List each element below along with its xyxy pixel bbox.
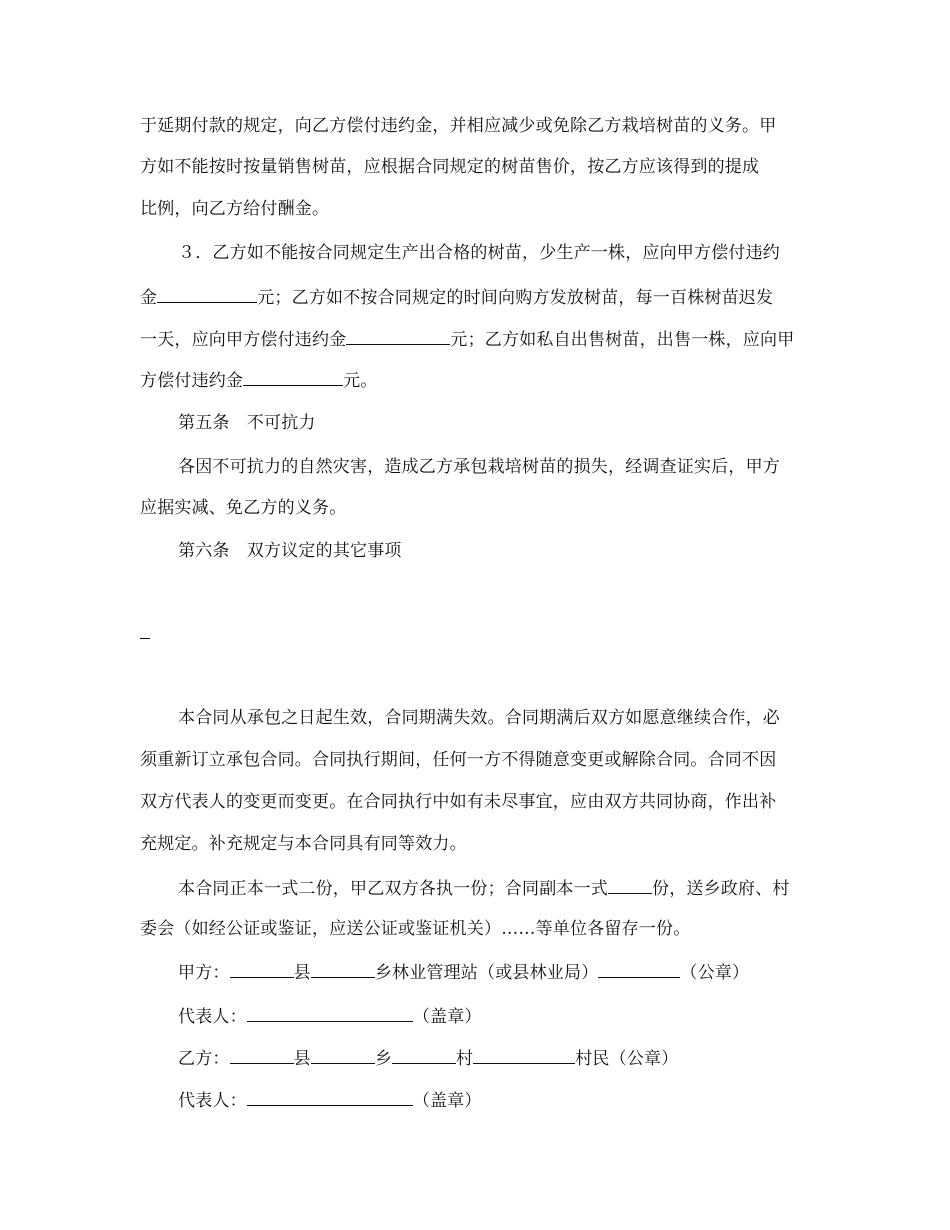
- text-span: 村民（公章）: [575, 1049, 679, 1069]
- party-a-line: [178, 960, 812, 984]
- article-heading: 第五条 不可抗力: [178, 413, 316, 433]
- fill-blank: [311, 1046, 375, 1064]
- text-line: 本合同从承包之日起生效，合同期满失效。合同期满后双方如愿意继续合作，必: [178, 708, 780, 728]
- text-line: 充规定。补充规定与本合同具有同等效力。: [140, 834, 467, 854]
- article-heading: 第六条 双方议定的其它事项: [178, 541, 402, 561]
- text-span: 本合同正本一式二份，甲乙双方各执一份；合同副本一式: [178, 879, 608, 899]
- text-line: 应据实减、免乙方的义务。: [140, 498, 347, 518]
- text-span: 代表人：: [178, 1007, 247, 1027]
- text-line: [140, 327, 812, 351]
- text-span: 方偿付违约金: [140, 371, 244, 391]
- text-span: 甲方：: [178, 963, 230, 983]
- text-line: 须重新订立承包合同。合同执行期间，任何一方不得随意变更或解除合同。合同不因: [140, 750, 777, 770]
- fill-blank: [346, 327, 450, 345]
- text-span: 乡林业管理站（或县林业局）: [374, 963, 599, 983]
- fill-blank: [473, 1046, 575, 1064]
- text-line: [140, 368, 812, 392]
- text-span: 县: [293, 1049, 311, 1069]
- text-span: （公章）: [680, 963, 750, 983]
- text-span: 元；乙方如私自出售树苗，出售一株，应向甲: [450, 330, 795, 350]
- text-span: 金: [140, 288, 158, 308]
- text-span: 元；乙方如不按合同规定的时间向购方发放树苗，每一百株树苗迟发: [257, 288, 774, 308]
- fill-blank: [392, 1046, 456, 1064]
- text-line: 比例，向乙方给付酬金。: [140, 199, 330, 219]
- underline-mark: [140, 638, 150, 639]
- text-span: （盖章）: [412, 1091, 482, 1111]
- fill-blank: [157, 285, 257, 303]
- text-span: 乙方：: [178, 1049, 230, 1069]
- text-span: 村: [456, 1049, 474, 1069]
- text-line: 双方代表人的变更而变更。在合同执行中如有未尽事宜，应由双方共同协商，作出补: [140, 792, 777, 812]
- fill-blank: [598, 960, 680, 978]
- fill-blank: [230, 960, 294, 978]
- text-span: 元。: [343, 371, 378, 391]
- text-line: 委会（如经公证或鉴证，应送公证或鉴证机关）……等单位各留存一份。: [140, 919, 691, 939]
- text-line: [178, 876, 812, 900]
- party-b-line: [178, 1046, 812, 1070]
- text-span: （盖章）: [412, 1007, 482, 1027]
- representative-a-line: [178, 1004, 812, 1028]
- text-span: 一天，应向甲方偿付违约金: [140, 330, 347, 350]
- fill-blank: [311, 960, 375, 978]
- text-line: 方如不能按时按量销售树苗，应根据合同规定的树苗售价，按乙方应该得到的提成: [140, 157, 760, 177]
- fill-blank: [608, 876, 652, 894]
- fill-blank: [230, 1046, 294, 1064]
- fill-blank: [247, 1004, 413, 1022]
- text-span: 乡: [374, 1049, 393, 1069]
- fill-blank: [247, 1088, 413, 1106]
- text-line: 于延期付款的规定，向乙方偿付违约金，并相应减少或免除乙方栽培树苗的义务。甲: [140, 116, 777, 136]
- text-line: 各因不可抗力的自然灾害，造成乙方承包栽培树苗的损失，经调查证实后，甲方: [178, 457, 780, 477]
- text-line: [140, 285, 812, 309]
- text-span: 县: [293, 963, 311, 983]
- representative-b-line: [178, 1088, 812, 1112]
- text-line: ３．乙方如不能按合同规定生产出合格的树苗，少生产一株，应向甲方偿付违约: [178, 243, 780, 263]
- text-span: 代表人：: [178, 1091, 247, 1111]
- fill-blank: [243, 368, 343, 386]
- text-span: 份，送乡政府、村: [652, 879, 790, 899]
